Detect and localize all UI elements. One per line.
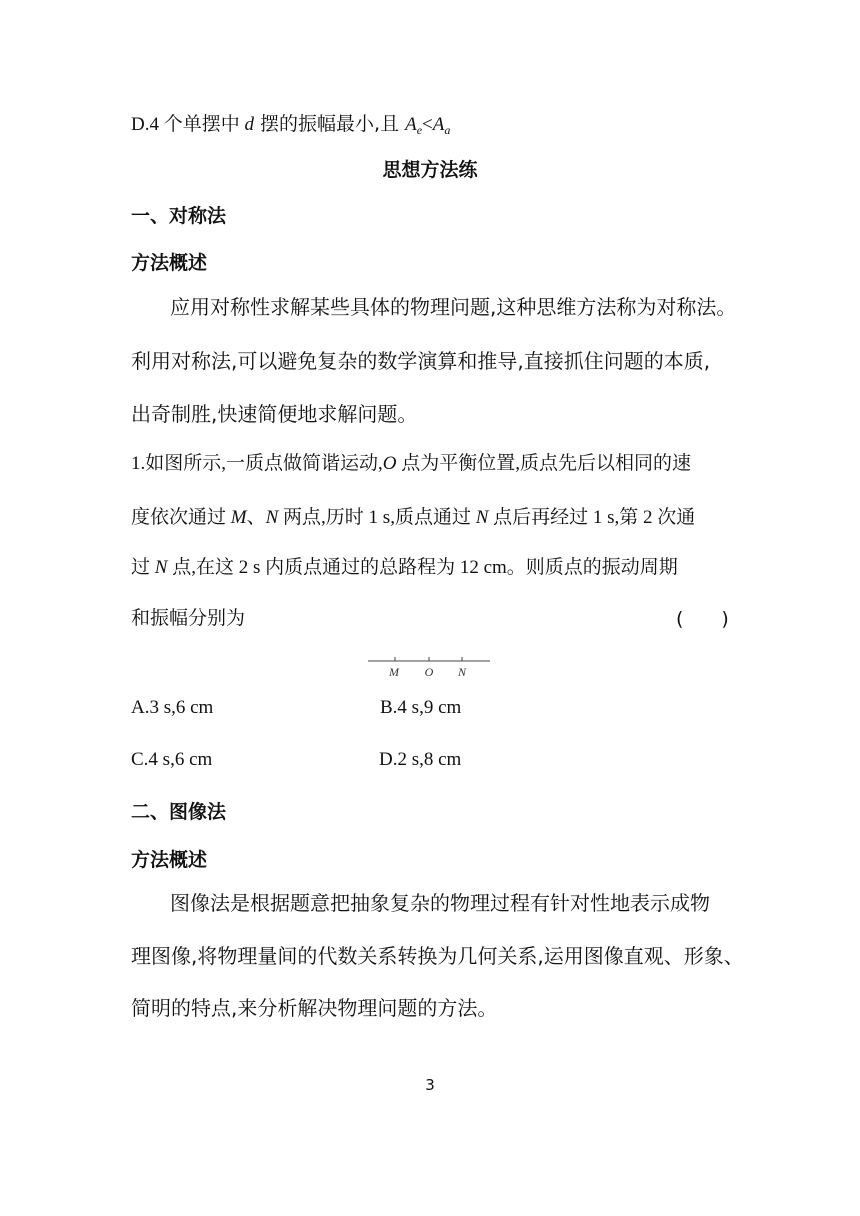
question-line [131, 505, 695, 531]
point-n: N [154, 557, 168, 578]
label-m: M [389, 665, 399, 679]
question-line [131, 555, 678, 581]
question-text: 1.如图所示,一质点做简谐运动, [131, 453, 383, 474]
question-text: 度依次通过 [131, 507, 231, 528]
amplitude-e: A [405, 114, 417, 135]
less-than: < [422, 114, 433, 135]
question-text: 两点,历时 1 s,质点通过 [278, 507, 476, 528]
option-d[interactable]: D.2 s,8 cm [379, 749, 462, 770]
part1-para-line: 应用对称性求解某些具体的物理问题,这种思维方法称为对称法。 [170, 295, 737, 319]
option-d-previous [131, 111, 450, 143]
part2-heading: 二、图像法 [131, 801, 227, 823]
option-a[interactable]: A.3 s,6 cm [131, 697, 214, 718]
question-text: 点为平衡位置,质点先后以相同的速 [396, 453, 692, 474]
question-line: 和振幅分别为 [131, 608, 246, 629]
option-c[interactable]: C.4 s,6 cm [131, 749, 213, 770]
part2-para-line: 简明的特点,来分析解决物理问题的方法。 [131, 996, 498, 1020]
point-m: M [230, 507, 247, 528]
part1-heading: 一、对称法 [131, 205, 227, 227]
part2-para-line: 图像法是根据题意把抽象复杂的物理过程有针对性地表示成物 [170, 891, 710, 915]
amplitude-e-sub: e [416, 123, 423, 137]
point-n: N [265, 507, 279, 528]
answer-bracket: ( ) [676, 608, 729, 630]
option-d-middle: 摆的振幅最小,且 [253, 113, 406, 135]
page-number: 3 [425, 1076, 435, 1094]
section-title: 思想方法练 [382, 159, 478, 181]
part2-para-line: 理图像,将物理量间的代数关系转换为几何关系,运用图像直观、形象、 [131, 944, 744, 968]
point-o: O [382, 453, 397, 474]
amplitude-a: A [432, 114, 445, 135]
point-n: N [475, 507, 489, 528]
option-d-var: d [244, 114, 254, 135]
label-o: O [424, 665, 434, 679]
part1-para-line: 利用对称法,可以避免复杂的数学演算和推导,直接抓住问题的本质, [131, 349, 711, 373]
option-b[interactable]: B.4 s,9 cm [380, 697, 462, 718]
label-n: N [457, 665, 467, 679]
question-text: 点后再经过 1 s,第 2 次通 [488, 507, 696, 528]
amplitude-a-sub: a [444, 123, 451, 137]
part1-method-heading: 方法概述 [131, 252, 208, 274]
question-text: 过 [131, 557, 155, 578]
question-line [131, 451, 691, 477]
mon-diagram [368, 652, 492, 682]
option-d-prefix: D.4 个单摆中 [131, 114, 245, 135]
question-text: 点,在这 2 s 内质点通过的总路程为 12 cm。则质点的振动周期 [167, 557, 678, 578]
question-text: 、 [246, 507, 266, 528]
part1-para-line: 出奇制胜,快速简便地求解问题。 [131, 402, 418, 426]
part2-method-heading: 方法概述 [131, 849, 208, 871]
